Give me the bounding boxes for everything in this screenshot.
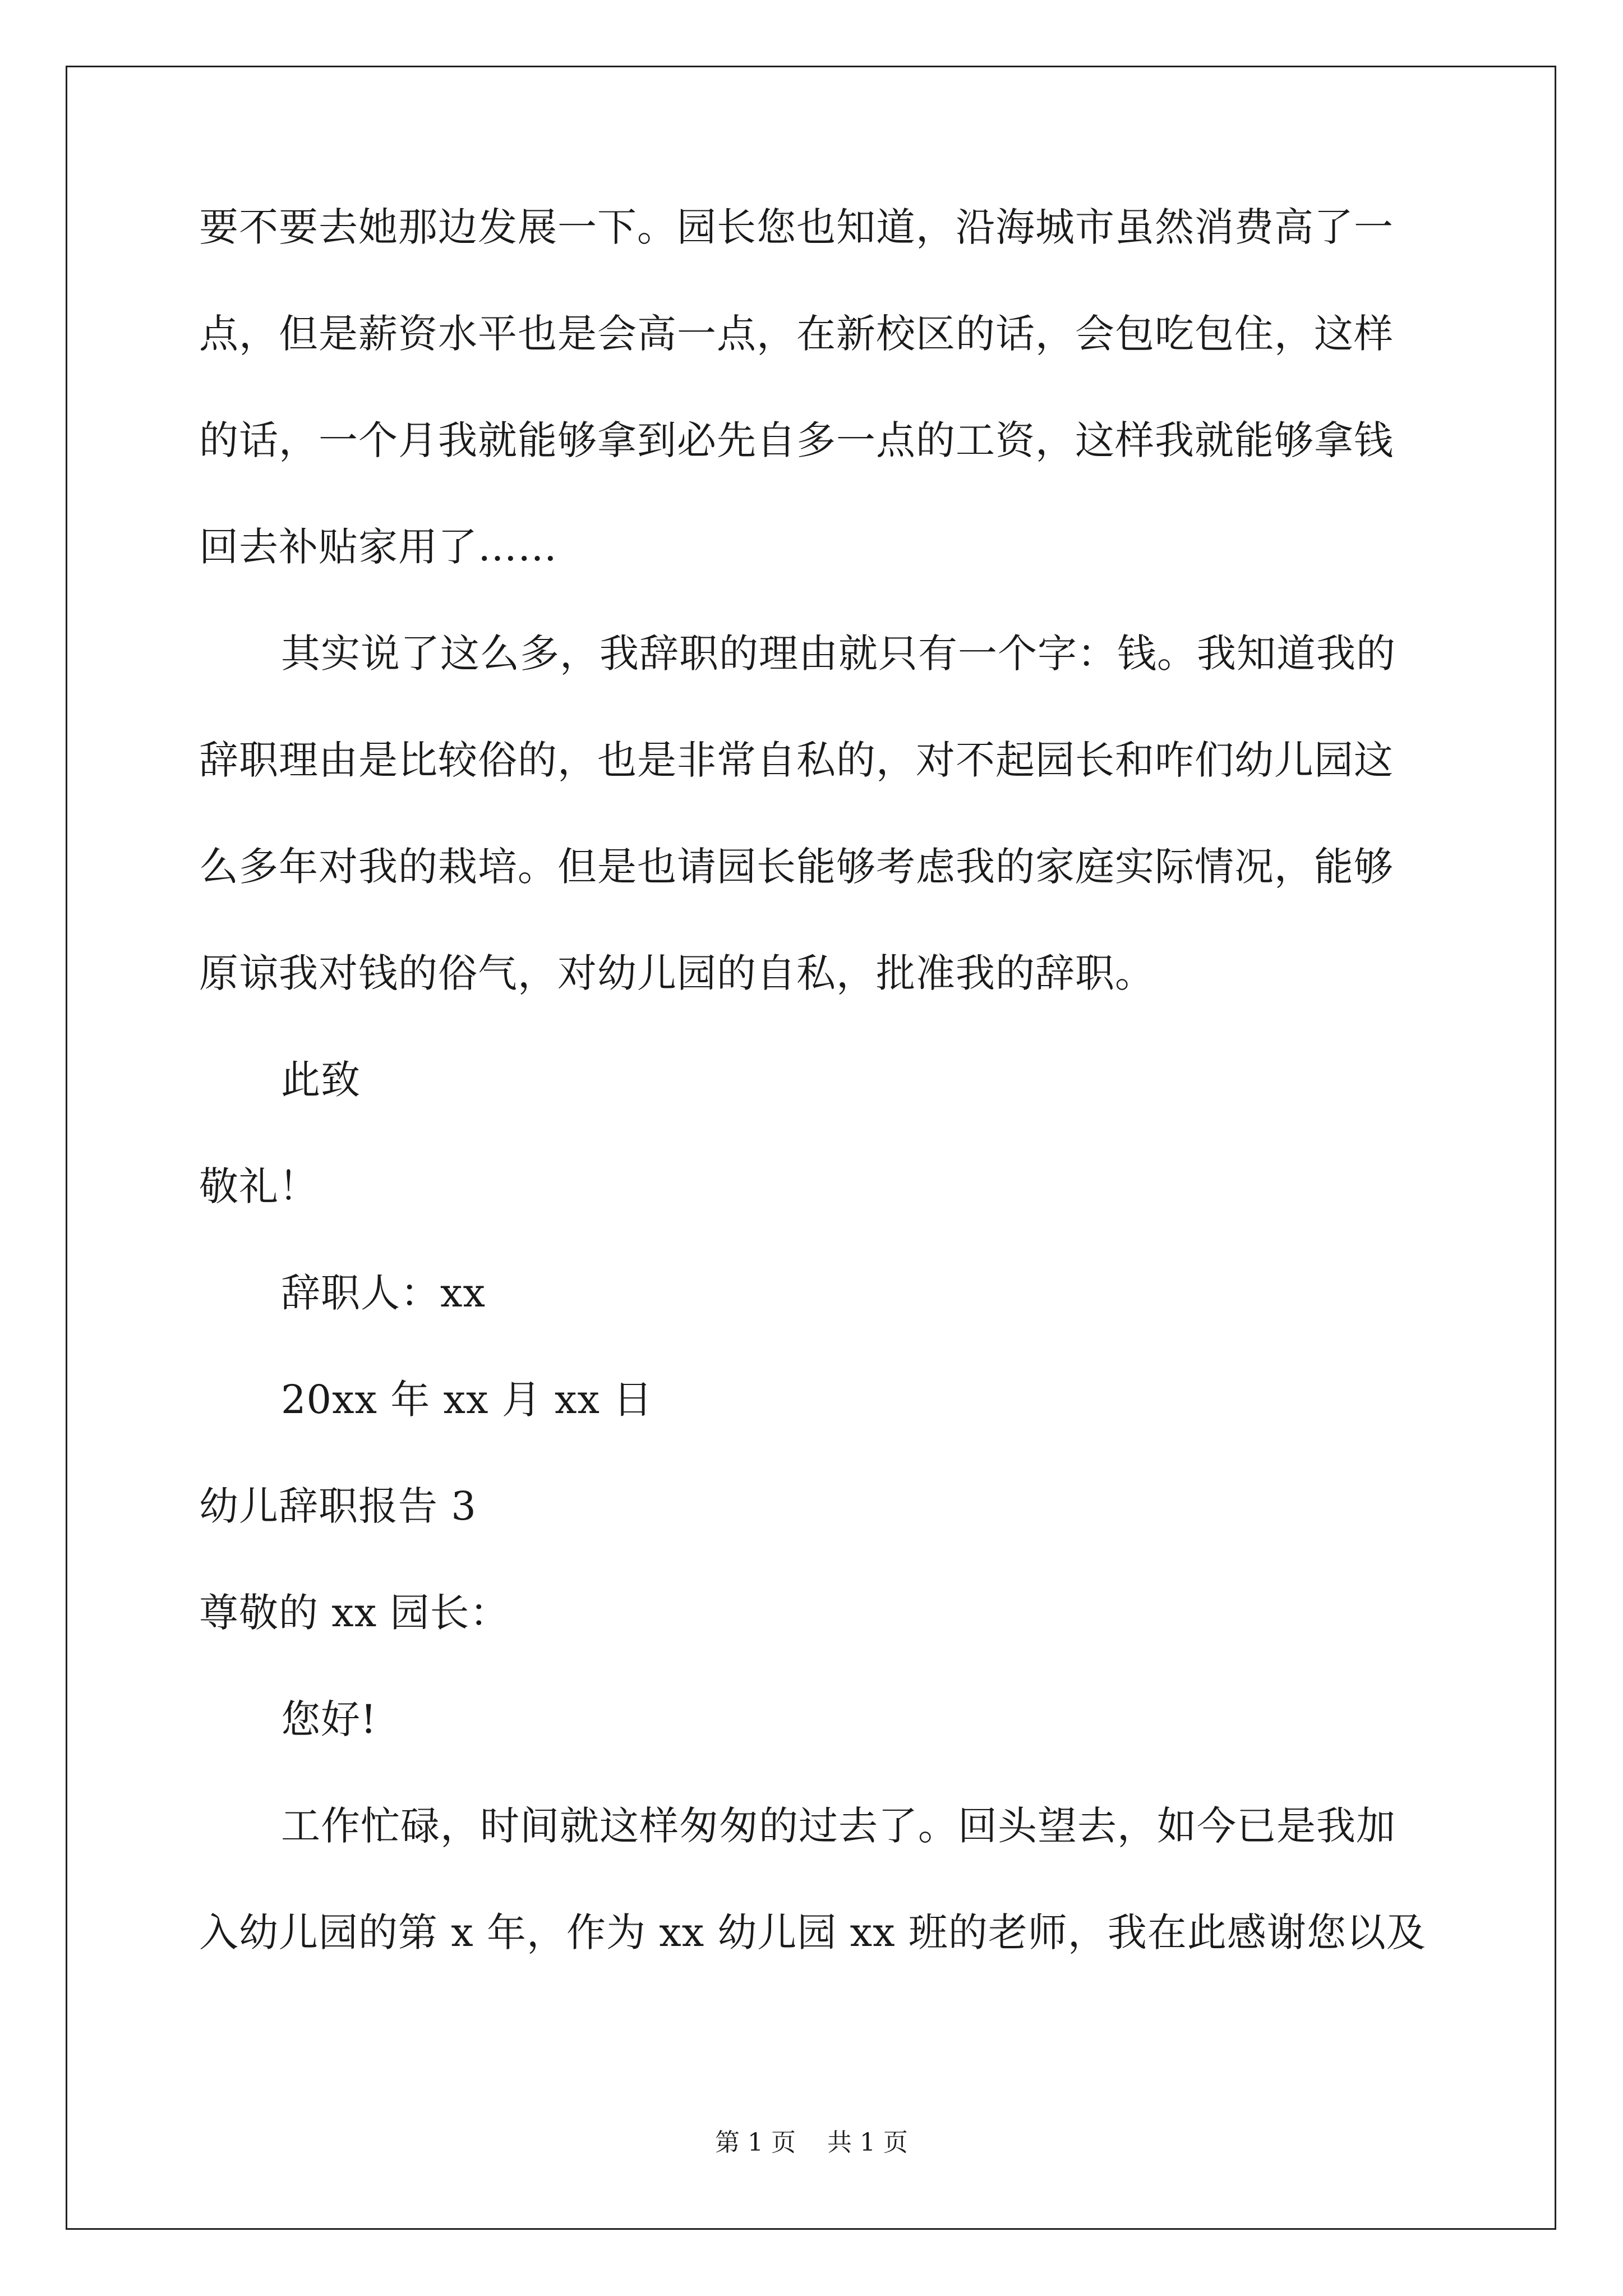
date-line: 20xx 年 xx 月 xx 日 <box>281 1377 653 1423</box>
text-line: 么多年对我的栽培。但是也请园长能够考虑我的家庭实际情况，能够 <box>199 844 1394 890</box>
text-line: 要不要去她那边发展一下。园长您也知道，沿海城市虽然消费高了一 <box>199 204 1394 250</box>
text-line: 其实说了这么多，我辞职的理由就只有一个字：钱。我知道我的 <box>281 631 1396 677</box>
section-title: 幼儿辞职报告 3 <box>199 1483 477 1529</box>
closing-regards: 敬礼！ <box>199 1163 319 1209</box>
closing-salutation: 此致 <box>281 1057 361 1103</box>
addressee-line: 尊敬的 xx 园长： <box>199 1590 510 1636</box>
text-line: 辞职理由是比较俗的，也是非常自私的，对不起园长和咋们幼儿园这 <box>199 737 1394 783</box>
text-line: 原谅我对钱的俗气，对幼儿园的自私，批准我的辞职。 <box>199 950 1155 996</box>
text-line: 点，但是薪资水平也是会高一点，在新校区的话，会包吃包住，这样 <box>199 311 1394 357</box>
text-line: 的话，一个月我就能够拿到必先自多一点的工资，这样我就能够拿钱 <box>199 417 1394 463</box>
page-footer: 第 1 页 共 1 页 <box>715 2128 908 2157</box>
text-line: 回去补贴家用了…… <box>199 524 557 570</box>
greeting-line: 您好! <box>281 1696 377 1742</box>
text-line: 工作忙碌，时间就这样匆匆的过去了。回头望去，如今已是我加 <box>281 1803 1396 1849</box>
text-line: 入幼儿园的第 x 年，作为 xx 幼儿园 xx 班的老师，我在此感谢您以及 <box>199 1910 1426 1955</box>
signature-line: 辞职人：xx <box>281 1270 486 1316</box>
